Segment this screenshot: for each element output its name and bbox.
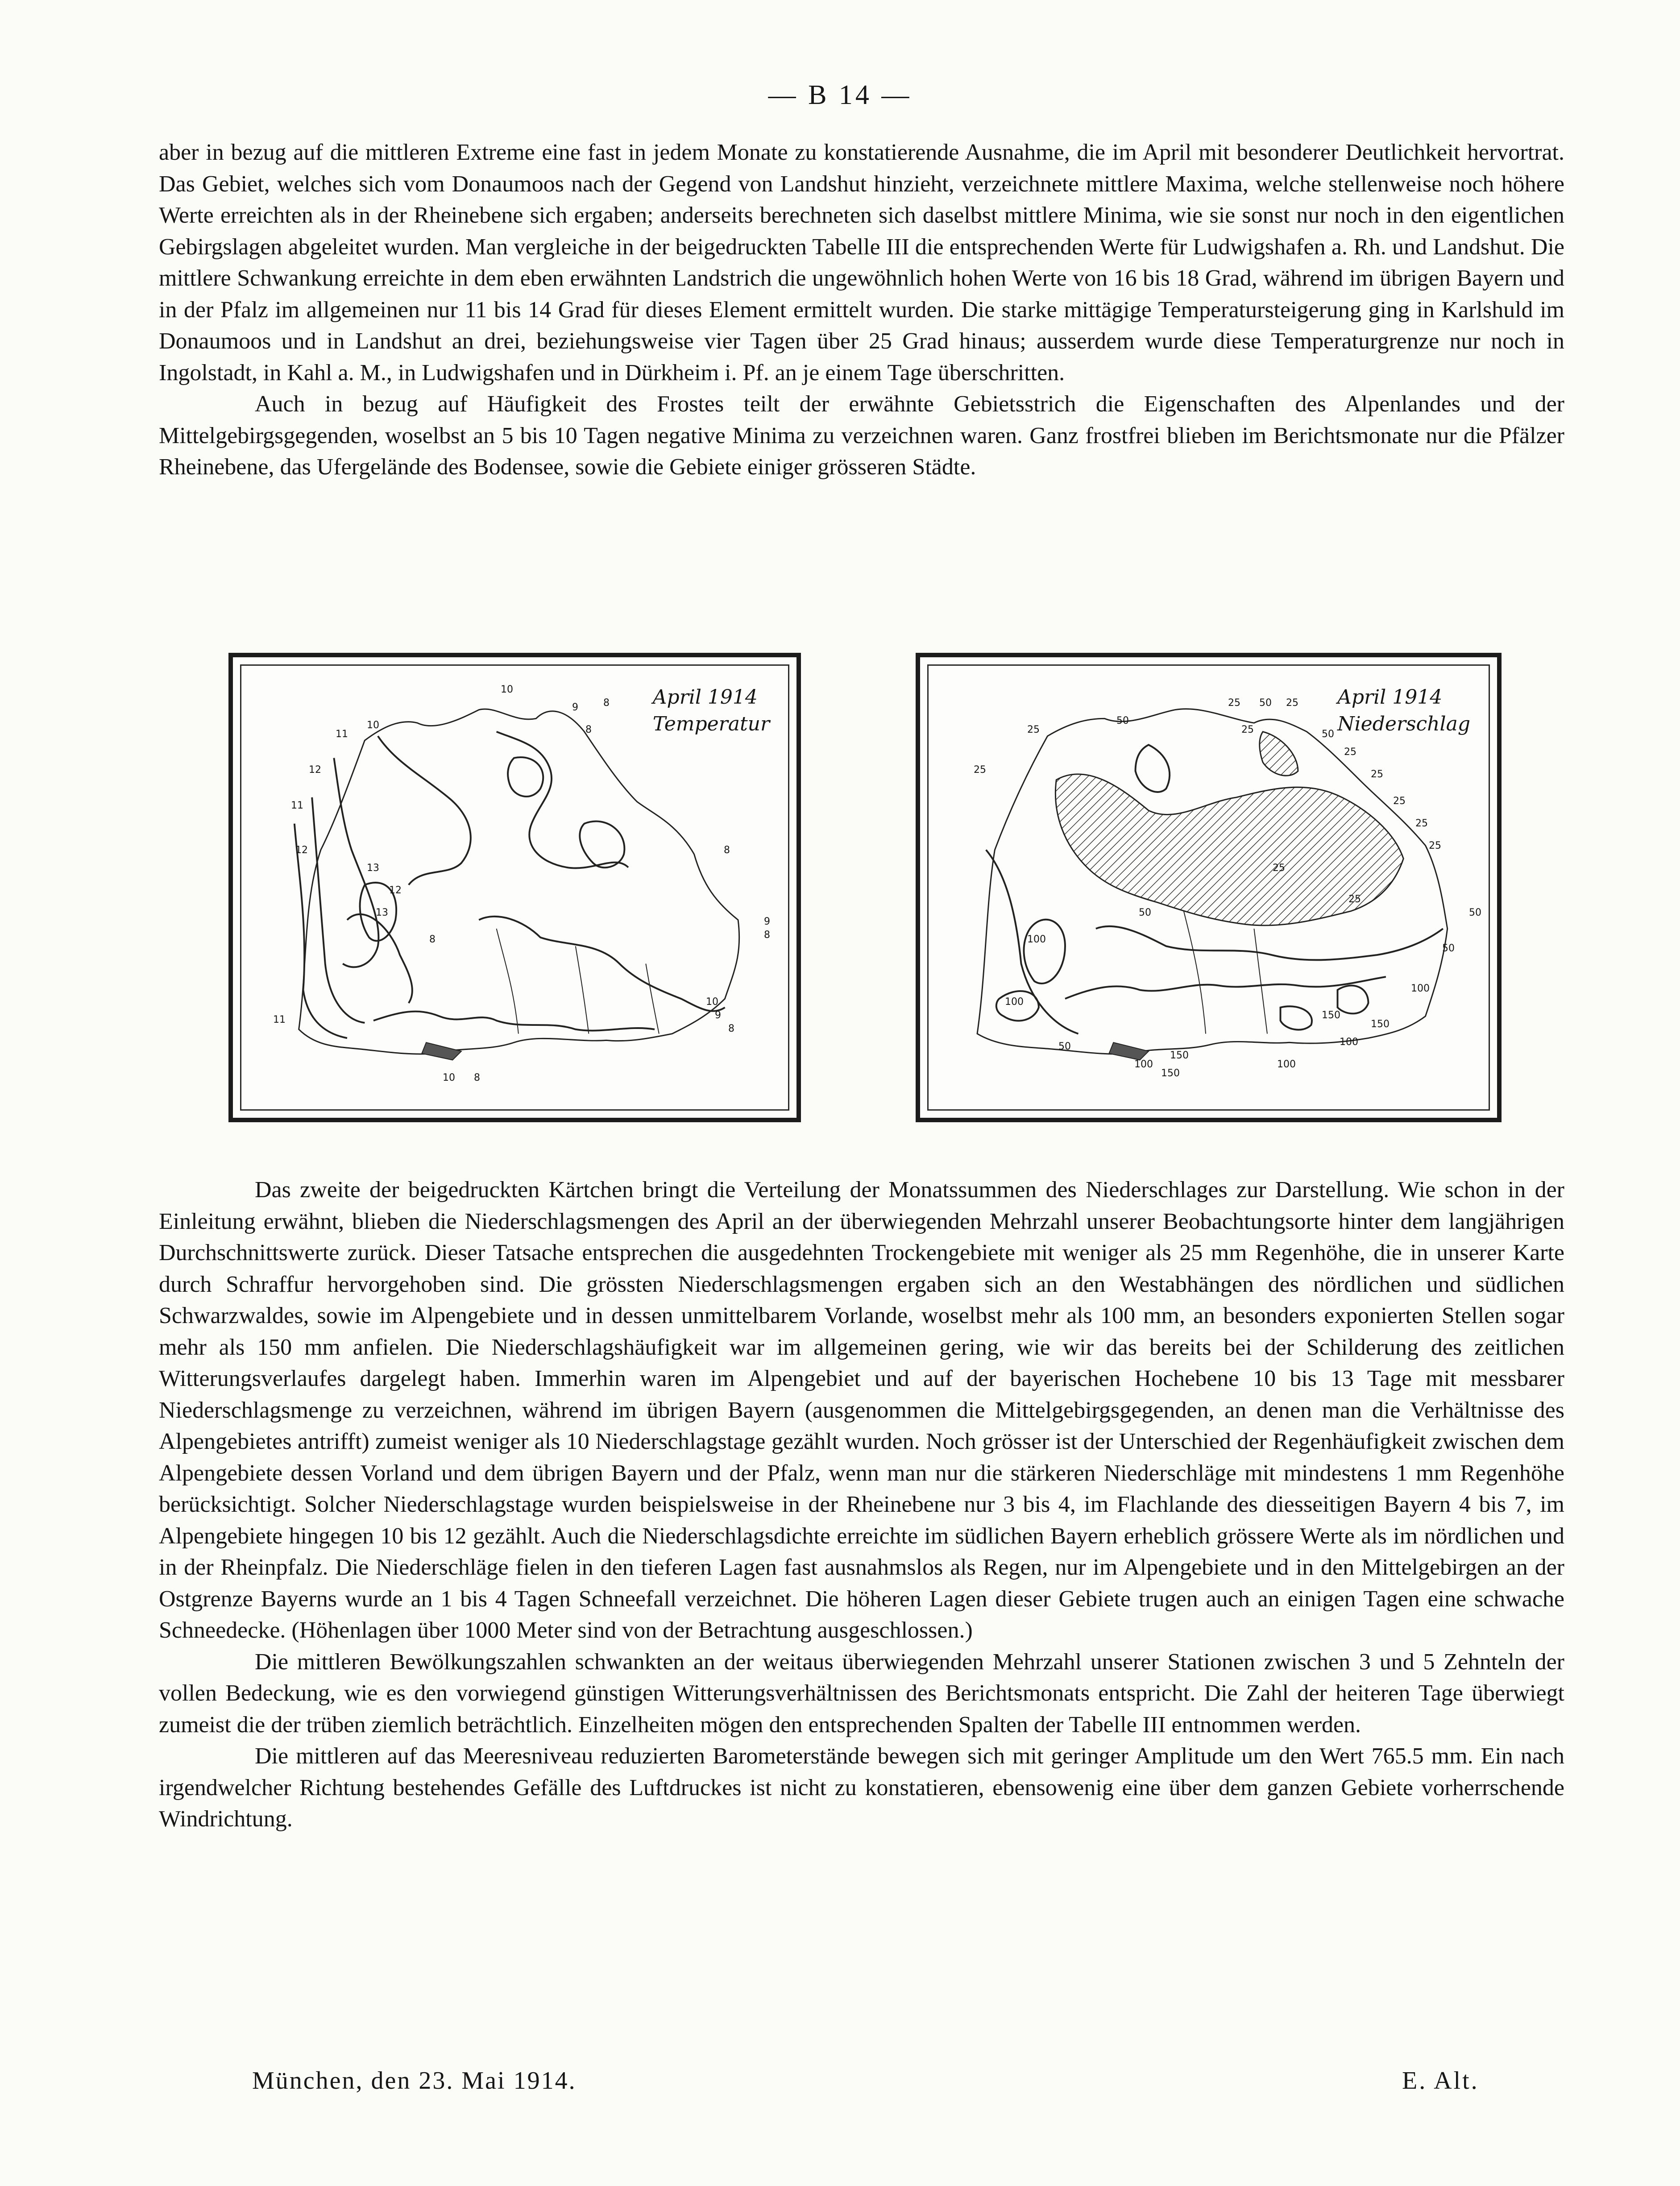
isohyet-label: 25 (1415, 818, 1428, 829)
isotherm-label: 11 (273, 1014, 286, 1025)
isotherm-label: 13 (367, 863, 379, 874)
isohyet-line (1136, 745, 1170, 792)
isohyet-label: 25 (1228, 697, 1240, 709)
isohyet-label: 25 (1429, 840, 1441, 851)
isohyet-label: 25 (1241, 724, 1254, 735)
isotherm-line (378, 736, 471, 885)
map-title (1337, 684, 1470, 738)
isohyet-label: 25 (1273, 863, 1285, 874)
isohyet-label: 100 (1277, 1059, 1296, 1070)
isohyet-label: 50 (1139, 907, 1151, 918)
paragraph: Die mittleren Bewölkungszahlen schwankten an der weitaus überwiegenden Mehrzahl unserer Stationen zwischen 3 und 5 Zehnteln der vollen Bedeckung, wie es den vorwiegend günstigen Witterungsverhältnissen des Berichtsmonats entspricht. Die Zahl der heiteren Tage überwiegt zumeist die der trüben ziemlich beträchtlich. Einzelheiten mögen den entsprechenden Spalten der Tabelle III entnommen werden. (159, 1649, 1564, 1738)
isotherm-label: 13 (376, 907, 388, 918)
text-block-top (159, 137, 1564, 483)
author: E. Alt. (1402, 2067, 1479, 2095)
isotherm-label: 9 (715, 1010, 721, 1021)
paragraph: aber in bezug auf die mittleren Extreme eine fast in jedem Monate zu konstatierende Ausnahme, die im April mit besonderer Deutlichkeit hervortrat. Das Gebiet, welches sich vom Donaumoos nach der Gegend von Landshut hinzieht, verzeichnete mittlere Maxima, welche stellenweise noch höhere Werte erreichten als in der Rheinebene sich ergaben; anderseits berechneten sich daselbst mittlere Minima, wie sie sonst nur noch in den eigentlichen Gebirgslagen abgeleitet wurden. Man vergleiche in der beigedruckten Tabelle III die entsprechenden Werte für Ludwigshafen a. Rh. und Landshut. Die mittlere Schwankung erreichte in dem eben erwähnten Landstrich die ungewöhnlich hohen Werte von 16 bis 18 Grad, während im übrigen Bayern und in der Pfalz im allgemeinen nur 11 bis 14 Grad für dieses Element ermittelt wurden. Die starke mittägige Temperatursteigerung ging in Karlshuld im Donaumoos und in Landshut an drei, beziehungsweise vier Tagen über 25 Grad hinaus; ausserdem wurde diese Temperaturgrenze nur noch in Ingolstadt, in Kahl a. M., in Ludwigshafen und in Dürkheim i. Pf. an je einem Tage überschritten. (159, 140, 1564, 386)
isohyet-label: 100 (1134, 1059, 1153, 1070)
paragraph: Auch in bezug auf Häufigkeit des Frostes teilt der erwähnte Gebietsstrich die Eigenschaften des Alpenlandes und der Mittelgebirgsgegenden, woselbst an 5 bis 10 Tagen negative Minima zu verzeichnen waren. Ganz frostfrei blieben im Berichtsmonate nur die Pfälzer Rheinebene, das Ufergelände des Bodensee, sowie die Gebiete einiger grösseren Städte. (159, 391, 1564, 480)
page-number: — B 14 — (768, 80, 912, 110)
map-title-month: April 1914 (652, 686, 758, 709)
isohyet-label: 25 (1027, 724, 1040, 735)
isotherm-label: 10 (706, 996, 718, 1008)
map-title (653, 684, 770, 738)
isotherm-label: 10 (367, 720, 379, 731)
isotherm-line (576, 946, 589, 1033)
isotherm-line (497, 929, 519, 1033)
isotherm-label: 9 (572, 702, 578, 713)
isotherm-label: 10 (443, 1072, 455, 1083)
isotherm-line (312, 797, 365, 1023)
paragraph: Das zweite der beigedruckten Kärtchen bringt die Verteilung der Monatssummen des Niederschlages zur Darstellung. Wie schon in der Einleitung erwähnt, blieben die Niederschlagsmengen des April an der überwiegenden Mehrzahl unserer Beobachtungsorte hinter dem langjährigen Durchschnittswerte zurück. Dieser Tatsache entsprechen die ausgedehnten Trockengebiete mit weniger als 25 mm Regenhöhe, die in unserer Karte durch Schraffur hervorgehoben sind. Die grössten Niederschlagsmengen ergaben sich an den Westabhängen des nördlichen und südlichen Schwarzwaldes, sowie im Alpengebiete und in dessen unmittelbarem Vorlande, woselbst mehr als 100 mm, an besonders exponierten Stellen sogar mehr als 150 mm anfielen. Die Niederschlagshäufigkeit war im allgemeinen gering, wie wir das bereits bei der Schilderung des zeitlichen Witterungsverlaufes dargelegt haben. Immerhin waren im Alpengebiet und auf der bayerischen Hochebene 10 bis 13 Tage mit messbarer Niederschlagsmenge zu verzeichnen, während im übrigen Bayern (ausgenommen die Mittelgebirgsgegenden, an denen man die Verhältnisse des Alpengebietes antrifft) zumeist weniger als 10 Niederschlagstage gezählt wurden. Noch grösser ist der Unterschied der Regenhäufigkeit zwischen dem Alpengebiete dessen Vorland und dem übrigen Bayern und der Pfalz, wenn man nur die stärkeren Niederschläge mit mindestens 1 mm Regenhöhe berücksichtigt. Solcher Niederschlagstage wurden beispielsweise in der Rheinebene nur 3 bis 4, im Flachlande des diesseitigen Bayern 4 bis 7, im Alpengebiete hingegen 10 bis 12 gezählt. Auch die Niederschlagsdichte erreichte im südlichen Bayern erheblich grössere Werte als im nördlichen und in der Rheinpfalz. Die Niederschläge fielen in den tieferen Lagen fast ausnahmslos als Regen, nur im Alpengebiete und in den Mittelgebirgen an der Ostgrenze Bayerns wurde an 1 bis 4 Tagen Schneefall verzeichnet. Die höheren Lagen dieser Gebiete trugen auch an einigen Tagen eine schwache Schneedecke. (Höhenlagen über 1000 Meter sind von der Betrachtung ausgeschlossen.) (159, 1177, 1564, 1643)
isotherm-label: 9 (764, 916, 770, 927)
isotherm-line (646, 964, 659, 1034)
isotherm-label: 12 (389, 885, 402, 896)
isohyet-label: 25 (1393, 796, 1406, 807)
place-and-date: München, den 23. Mai 1914. (252, 2067, 577, 2095)
isohyet-line (1096, 926, 1443, 960)
isohyet-label: 100 (1005, 996, 1024, 1008)
map-title-month: April 1914 (1337, 686, 1443, 709)
isotherm-line (347, 914, 412, 1003)
isohyet-label: 150 (1161, 1068, 1180, 1079)
isohyet-label: 150 (1371, 1019, 1390, 1030)
isohyet-line (1338, 986, 1369, 1014)
dry-area-hatched (1260, 732, 1298, 776)
isohyet-label: 150 (1322, 1010, 1340, 1021)
isotherm-line (497, 732, 628, 868)
isohyet-label: 25 (974, 764, 986, 776)
isotherm-label: 8 (474, 1072, 480, 1083)
map-title-element: Temperatur (652, 713, 770, 735)
isotherm-label: 12 (309, 764, 321, 776)
isotherm-label: 12 (295, 845, 308, 856)
isohyet-label: 100 (1340, 1037, 1358, 1048)
isotherm-line (479, 917, 725, 1011)
isotherm-label: 8 (603, 697, 610, 709)
isohyet-label: 100 (1411, 983, 1430, 994)
isohyet-label: 25 (1344, 747, 1356, 758)
isohyet-label: 150 (1170, 1050, 1189, 1061)
isohyet-label: 25 (1286, 697, 1298, 709)
isohyet-label: 50 (1469, 907, 1481, 918)
isotherm-label: 8 (764, 929, 770, 941)
isohyet-line (1024, 920, 1065, 983)
precipitation-map (916, 653, 1502, 1122)
map-title-element: Niederschlag (1337, 713, 1470, 735)
paragraph: Die mittleren auf das Meeresniveau reduzierten Barometerstände bewegen sich mit geringer Amplitude um den Wert 765.5 mm. Ein nach irgendwelcher Richtung bestehendes Gefälle des Luftdruckes ist nicht zu konstatieren, ebensowenig eine über dem ganzen Gebiete vorherrschende Windrichtung. (159, 1743, 1564, 1832)
isohyet-label: 50 (1058, 1041, 1071, 1052)
isotherm-label: 8 (429, 934, 436, 945)
lake-bodensee (422, 1042, 461, 1060)
isohyet-label: 25 (1371, 769, 1383, 780)
isohyet-label: 50 (1259, 697, 1272, 709)
isotherm-line (580, 821, 624, 868)
isotherm-line (508, 757, 543, 796)
text-block-bottom (159, 1174, 1564, 1835)
isotherm-label: 8 (585, 724, 592, 735)
isohyet-label: 50 (1322, 729, 1334, 740)
isohyet-label: 25 (1348, 894, 1361, 905)
isohyet-line (1254, 929, 1267, 1033)
isohyet-label: 100 (1027, 934, 1046, 945)
isohyet-line (1184, 911, 1206, 1034)
isotherm-line (373, 1012, 655, 1031)
lake-bodensee (1109, 1042, 1149, 1060)
isohyet-label: 50 (1116, 715, 1129, 726)
isohyet-label: 50 (1442, 943, 1455, 954)
isotherm-label: 11 (336, 729, 348, 740)
isohyet-line (1281, 1006, 1312, 1029)
isotherm-label: 8 (724, 845, 730, 856)
isotherm-label: 11 (291, 800, 303, 811)
temperature-map (228, 653, 801, 1122)
isotherm-label: 8 (728, 1023, 734, 1034)
isotherm-label: 10 (501, 684, 513, 695)
